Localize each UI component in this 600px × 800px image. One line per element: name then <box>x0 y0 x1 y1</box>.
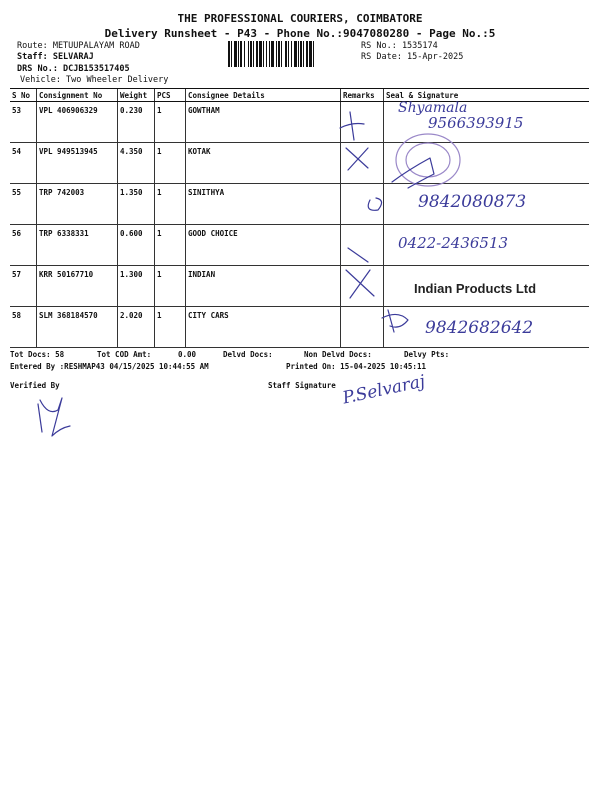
row-sno: 55 <box>10 184 37 225</box>
row-pcs: 1 <box>155 266 186 307</box>
row-consignee: INDIAN <box>186 266 341 307</box>
row-consignee: GOWTHAM <box>186 102 341 143</box>
row-consignee: SINITHYA <box>186 184 341 225</box>
row-remarks <box>341 143 384 184</box>
col-pcs: PCS <box>155 89 186 102</box>
staff-signature: P.Selvaraj <box>340 371 427 409</box>
row-weight: 2.020 <box>118 307 155 348</box>
col-seal-signature: Seal & Signature <box>384 89 590 102</box>
col-consignee: Consignee Details <box>186 89 341 102</box>
row-sno: 57 <box>10 266 37 307</box>
delivered-docs: Delvd Docs: <box>223 350 273 359</box>
handwritten-phone: 9566393915 <box>428 114 524 132</box>
row-signature <box>384 143 590 184</box>
row-pcs: 1 <box>155 307 186 348</box>
row-pcs: 1 <box>155 184 186 225</box>
row-remarks <box>341 266 384 307</box>
total-docs: Tot Docs: 58 <box>10 350 65 359</box>
row-consignee: CITY CARS <box>186 307 341 348</box>
handwritten-phone: 0422-2436513 <box>398 234 509 252</box>
row-sno: 58 <box>10 307 37 348</box>
total-cod-label: Tot COD Amt: <box>97 350 152 359</box>
staff-signature-label: Staff Signature <box>268 381 336 390</box>
row-sno: 56 <box>10 225 37 266</box>
total-cod-value: 0.00 <box>178 350 197 359</box>
verified-by-label: Verified By <box>10 381 60 390</box>
table-row <box>10 143 589 184</box>
delivery-points: Delvy Pts: <box>404 350 450 359</box>
row-consignment: TRP 6338331 <box>37 225 118 266</box>
route-label: Route: METUUPALAYAM ROAD <box>17 41 140 51</box>
row-weight: 4.350 <box>118 143 155 184</box>
row-sno: 54 <box>10 143 37 184</box>
row-consignment: VPL 949513945 <box>37 143 118 184</box>
row-remarks <box>341 307 384 348</box>
row-consignment: KRR 50167710 <box>37 266 118 307</box>
row-consignee: KOTAK <box>186 143 341 184</box>
handwritten-name: Shyamala <box>398 100 468 116</box>
row-pcs: 1 <box>155 225 186 266</box>
row-pcs: 1 <box>155 102 186 143</box>
col-weight: Weight <box>118 89 155 102</box>
row-weight: 1.300 <box>118 266 155 307</box>
row-remarks <box>341 225 384 266</box>
row-weight: 0.600 <box>118 225 155 266</box>
non-delivered-docs: Non Delvd Docs: <box>304 350 372 359</box>
row-remarks <box>341 102 384 143</box>
printed-on: Printed On: 15-04-2025 10:45:11 <box>286 362 426 371</box>
staff-label: Staff: SELVARAJ <box>17 52 94 62</box>
row-remarks <box>341 184 384 225</box>
row-consignee: GOOD CHOICE <box>186 225 341 266</box>
drs-label: DRS No.: DCJB153517405 <box>17 64 130 74</box>
row-consignment: TRP 742003 <box>37 184 118 225</box>
row-weight: 0.230 <box>118 102 155 143</box>
barcode-image <box>228 41 354 67</box>
company-title: THE PROFESSIONAL COURIERS, COIMBATORE <box>177 12 423 25</box>
runsheet-subtitle: Delivery Runsheet - P43 - Phone No.:9047080280 - Page No.:5 <box>104 27 496 40</box>
entered-by: Entered By :RESHMAP43 04/15/2025 10:44:55 AM <box>10 362 209 371</box>
handwritten-phone: 9842682642 <box>425 318 534 338</box>
col-remarks: Remarks <box>341 89 384 102</box>
handwritten-phone: 9842080873 <box>418 192 527 212</box>
table-header-row <box>10 89 589 102</box>
verifier-signature <box>30 392 90 442</box>
rs-date: RS Date: 15-Apr-2025 <box>361 52 464 62</box>
row-sno: 53 <box>10 102 37 143</box>
row-pcs: 1 <box>155 143 186 184</box>
col-consignment: Consignment No <box>37 89 118 102</box>
col-sno: S No <box>10 89 37 102</box>
row-consignment: SLM 368184570 <box>37 307 118 348</box>
row-weight: 1.350 <box>118 184 155 225</box>
vehicle-label: Vehicle: Two Wheeler Delivery <box>20 75 169 85</box>
rs-number: RS No.: 1535174 <box>361 41 438 51</box>
company-stamp: Indian Products Ltd <box>414 281 537 296</box>
row-consignment: VPL 406906329 <box>37 102 118 143</box>
